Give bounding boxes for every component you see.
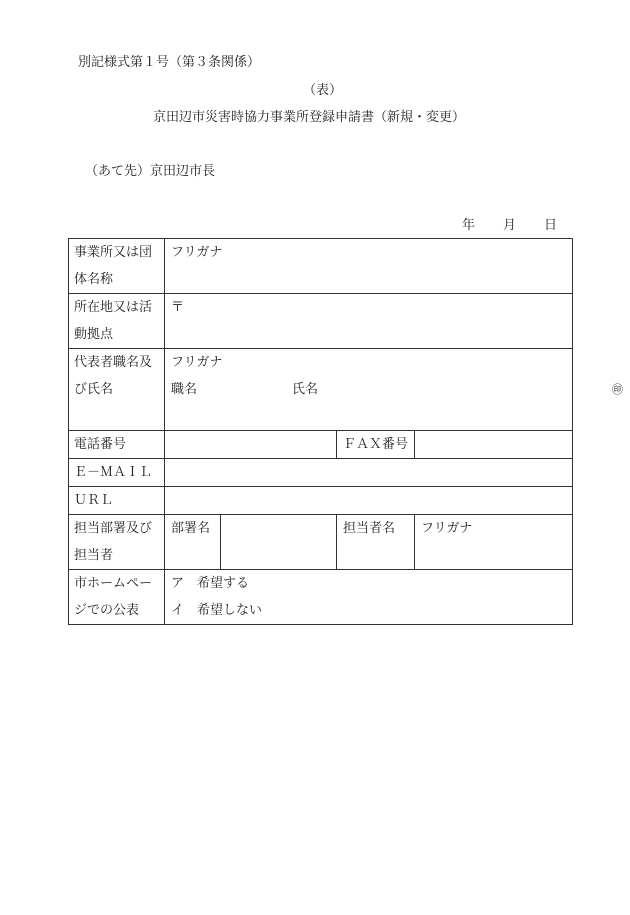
representative-field[interactable] [165,349,623,431]
homepage-option-yes[interactable]: ア 希望する [171,576,250,591]
dept-field[interactable] [221,515,337,570]
fax-field[interactable] [415,431,573,459]
person-label: 担当者名 [337,515,415,570]
person-in-charge-label: 担当部署及び 担当者 [69,515,165,570]
form-number: 別記様式第１号（第３条関係） [78,55,261,70]
application-form-table [68,238,623,625]
row-person-in-charge [69,515,573,570]
addressee: （あて先）京田辺市長 [85,164,216,179]
row-representative [69,349,573,431]
url-field[interactable] [165,487,573,515]
representative-label: 代表者職名及 び氏名 [69,349,165,431]
row-url [69,487,573,515]
dept-label: 部署名 [165,515,221,570]
location-field[interactable] [165,294,573,349]
representative-name-label: 氏名 [292,382,319,397]
seal-mark: ㊞ [612,383,623,396]
fax-label: ＦＡＸ番号 [337,431,415,459]
form-side-label: （表） [303,83,343,98]
org-name-label: 事業所又は団 体名称 [69,239,165,294]
form-title: 京田辺市災害時協力事業所登録申請書（新規・変更） [153,110,466,125]
date-year: 年 [462,218,476,233]
email-field[interactable] [165,459,573,487]
person-field[interactable] [415,515,573,570]
row-phone [69,431,573,459]
row-email [69,459,573,487]
row-location [69,294,573,349]
email-label: Ｅ－ＭＡＩＬ [69,459,165,487]
postal-mark: 〒 [171,300,185,315]
person-furigana: フリガナ [421,521,473,536]
url-label: ＵＲＬ [69,487,165,515]
date-month: 月 [503,218,517,233]
org-name-furigana: フリガナ [171,245,223,260]
representative-furigana: フリガナ [171,355,223,370]
date-day: 日 [544,218,558,233]
row-homepage [69,570,573,625]
org-name-field[interactable] [165,239,573,294]
row-org-name [69,239,573,294]
homepage-label: 市ホームペー ジでの公表 [69,570,165,625]
homepage-options [165,570,573,625]
representative-title-label: 職名 [171,382,198,397]
homepage-option-no[interactable]: イ 希望しない [171,603,263,618]
location-label: 所在地又は活 動拠点 [69,294,165,349]
phone-label: 電話番号 [69,431,165,459]
phone-field[interactable] [165,431,337,459]
